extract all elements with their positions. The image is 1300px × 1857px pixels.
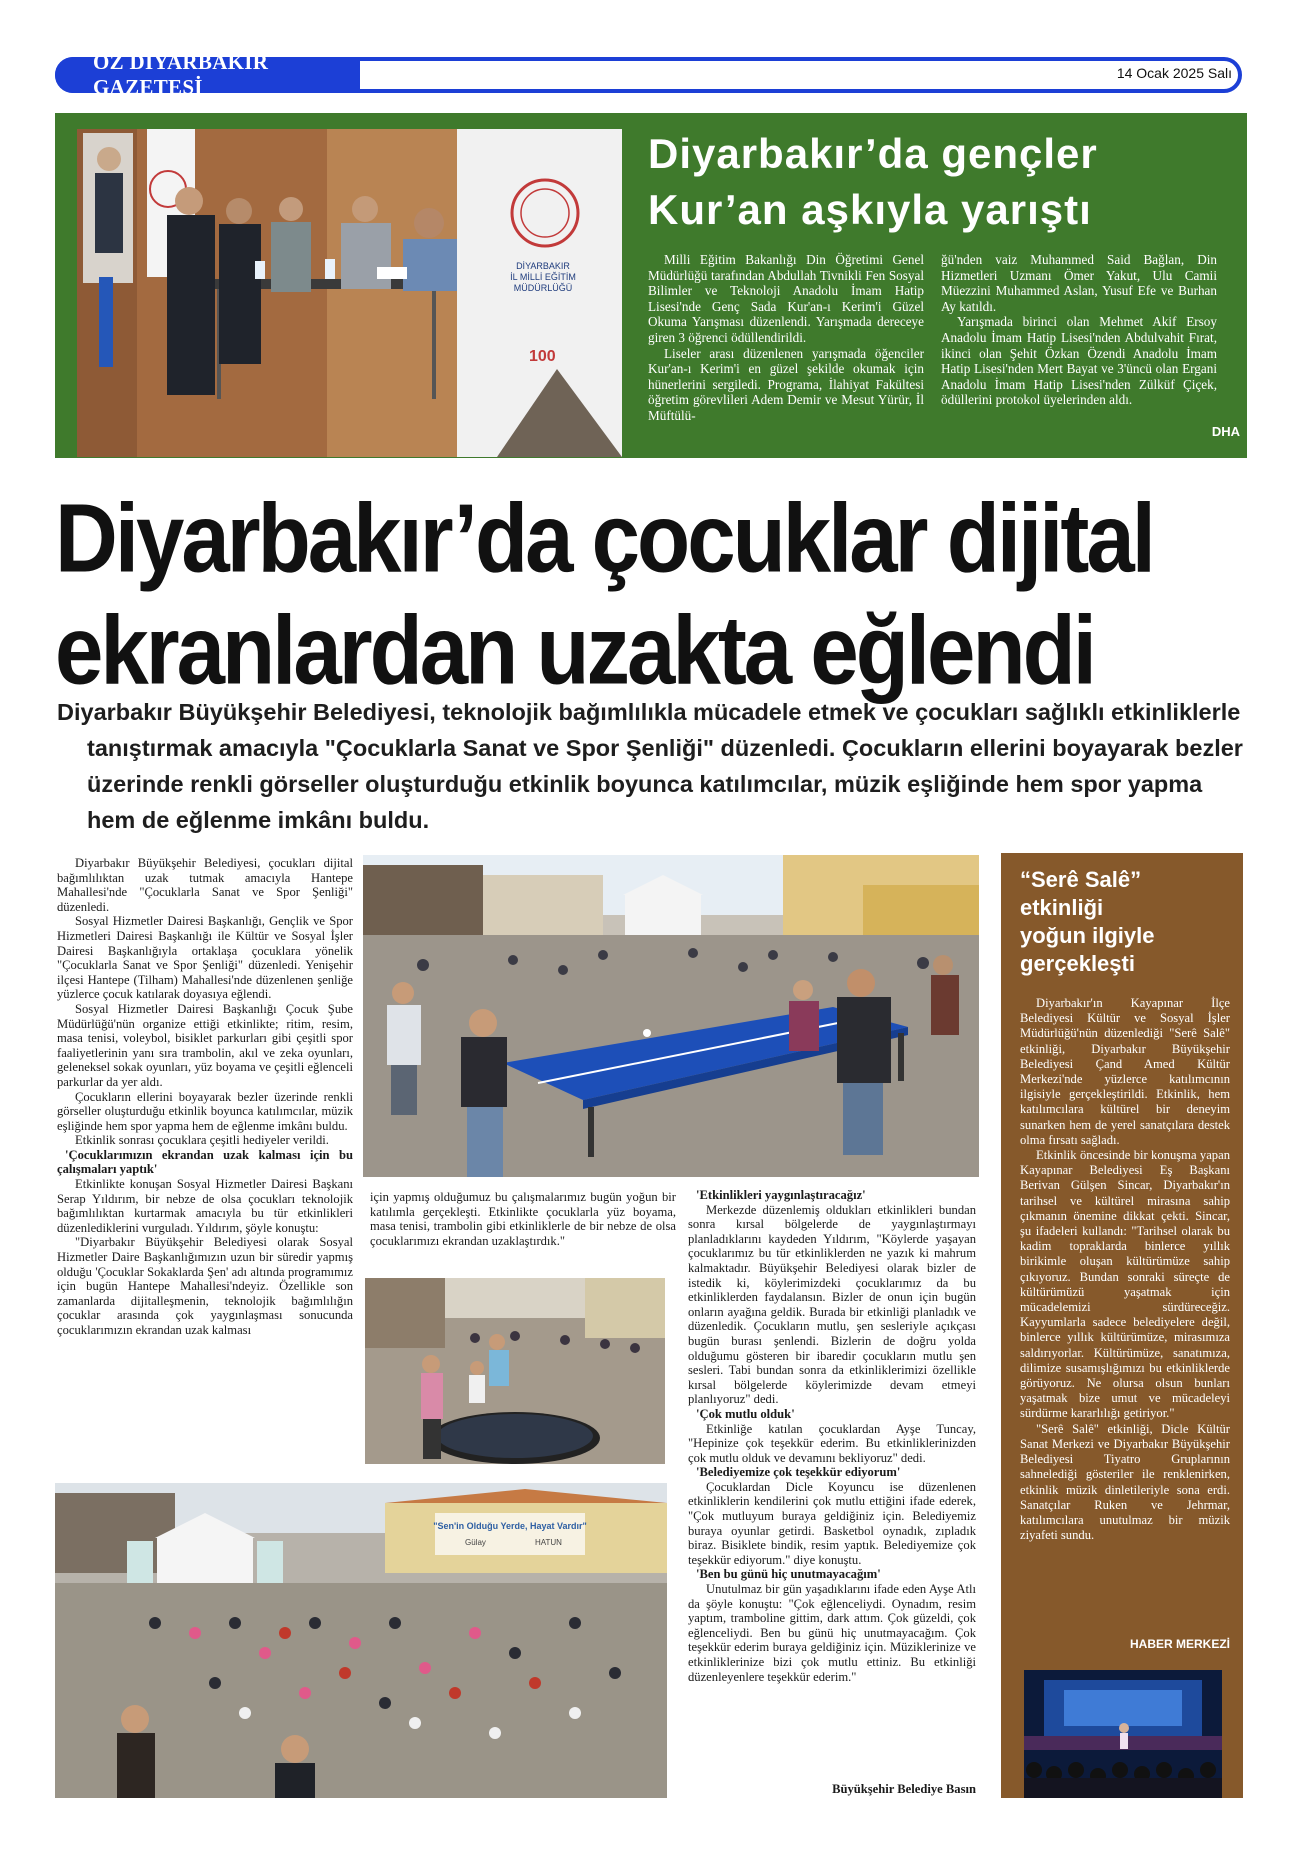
main-headline-line2: ekranlardan uzakta eğlendi <box>55 596 1094 705</box>
main-story-credit: Büyükşehir Belediye Basın <box>832 1782 976 1796</box>
paragraph: için yapmış olduğumuz bu çalışmalarımız bugün yoğun bir katılımla gerçekleşti. Etkinlikte çocuklarla yüz boyama, masa tenisi, trambolin gibi etkinliklerle de bir nebze de olsa çocuklarımızı ekrandan uzaklaştırdık." <box>370 1190 676 1248</box>
sidebar-title-line4: gerçekleşti <box>1020 951 1135 976</box>
sidebar-title-line1: “Serê Salê” <box>1020 867 1142 892</box>
sidebar-title-line3: yoğun ilgiyle <box>1020 923 1155 948</box>
paragraph: Etkinlikte konuşan Sosyal Hizmetler Dairesi Başkanı Serap Yıldırım, bir nebze de olsa çocukları teknolojik bağımlılıktan kurtarmak amacıyla bu tür etkinlikleri düzenlediklerini vurguladı. Yıldırım, şöyle konuştu: <box>57 1177 353 1235</box>
main-column-1 <box>57 856 353 1338</box>
newspaper-name: ÖZ DİYARBAKIR GAZETESİ <box>93 50 269 99</box>
issue-date: 14 Ocak 2025 Salı <box>1116 65 1232 81</box>
paragraph: "Diyarbakır Büyükşehir Belediyesi olarak Sosyal Hizmetler Daire Başkanlığımızın uzun bir süredir yapmış olduğu 'Çocuklar Sokaklarda Şen' adı altında programımız için bugün Hantepe Mahallesi'ndeyiz. Özellikle son zamanlarda dijitalleşmenin, teknolojik bağımlılığın çocuklar arasında çok yaygınlaşması sonucunda çocuklarımızın ekrandan uzak kalması <box>57 1235 353 1337</box>
banner-line3: HATUN <box>535 1538 562 1547</box>
top-story-column-1 <box>648 252 924 424</box>
subheading: 'Çocuklarımızın ekrandan uzak kalması için bu çalışmaları yaptık' <box>57 1147 353 1177</box>
subheading: 'Ben bu günü hiç unutmayacağım' <box>696 1567 881 1582</box>
subheading: 'Etkinlikleri yaygınlaştıracağız' <box>696 1188 866 1202</box>
stage-photo <box>1024 1670 1222 1798</box>
sign-line2: İL MİLLİ EĞİTİM <box>510 272 576 282</box>
main-column-3 <box>688 1188 976 1684</box>
sidebar-paragraph: Diyarbakır'ın Kayapınar İlçe Belediyesi Kültür ve Sosyal İşler Müdürlüğü'nün düzenlediği "Serê Salê" etkinliği, Diyarbakır Büyükşehir Belediyesi Çand Amed Kültür Merkezi'nde yüzlerce katılımcının ilgisiyle gerçekleştirildi. Etkinlik, hem katılımcılara kültürel bir deneyim sunarken hem de yerel sanatçılara destek olma fırsatı sağladı. <box>1020 996 1230 1147</box>
trampoline-image <box>365 1278 665 1464</box>
sign-line1: DİYARBAKIR <box>516 261 570 271</box>
sidebar-text <box>1020 996 1230 1543</box>
subheading: 'Belediyemize çok teşekkür ediyorum' <box>696 1465 901 1480</box>
paragraph: Sosyal Hizmetler Dairesi Başkanlığı Çocuk Şube Müdürlüğü'nün organize ettiği etkinlikte; ritim, resim, masa tenisi, voleybol, bisiklet parkurları gibi çeşitli spor faaliyetlerinin yanı sıra trambolin, akıl ve zeka oyunları, geleneksel sokak oyunları, yüz boyama ve çeşitli eğlenceli parkurlar da yer aldı. <box>57 1001 353 1089</box>
sign-line3: MÜDÜRLÜĞÜ <box>513 283 573 293</box>
top-title-line1: Diyarbakır’da gençler <box>648 130 1098 177</box>
sidebar-credit: HABER MERKEZİ <box>1129 1637 1230 1651</box>
main-column-2 <box>370 1190 676 1248</box>
main-headline <box>55 483 1255 707</box>
paragraph: Etkinlik sonrası çocuklara çeşitli hediyeler verildi. <box>75 1133 329 1148</box>
header-brand <box>55 50 360 99</box>
subheading: 'Çok mutlu olduk' <box>696 1406 795 1421</box>
top-paragraph: Milli Eğitim Bakanlığı Din Öğretimi Genel Müdürlüğü tarafından Abdullah Tivnikli Fen Sosyal Bilimler ve Teknoloji Anadolu İmam Hatip Lisesi'nde Genç Sada Kur'an-ı Kerim'i Güzel Okuma Yarışması düzenlendi. Yarışmada dereceye giren 3 öğrenci ödüllendirildi. <box>648 252 924 345</box>
main-headline-line1: Diyarbakır’da çocuklar dijital <box>55 484 1153 593</box>
sign-badge: 100 <box>529 348 556 365</box>
panel-discussion-image <box>77 129 622 457</box>
paragraph: Çocukların ellerini boyayarak bezler üzerinde renkli görseller oluşturduğu etkinlik boyunca katılımcılar, müzik eşliğinde hem spor yapma hem de eğlenme imkânı buldu. <box>57 1089 353 1133</box>
table-tennis-photo <box>363 855 979 1177</box>
top-story-photo <box>77 129 622 457</box>
stage-performance-image <box>1024 1670 1222 1798</box>
sidebar-paragraph: "Serê Salê" etkinliği, Dicle Kültür Sanat Merkezi ve Diyarbakır Büyükşehir Belediyesi Tiyatro Gruplarının sahnelediği gösteriler ile renklenirken, etkinlik müzik dinletileriyle sona erdi. Sanatçılar Ruken ve Jehrmar, katılımcılara unutulmaz bir müzik ziyafeti sundu. <box>1020 1421 1230 1543</box>
paragraph: Etkinliğe katılan çocuklardan Ayşe Tuncay, "Hepinize çok teşekkür ederim. Bu etkinliklerinizden çok mutlu olduk ve devamını bekliyoruz" dedi. <box>688 1421 976 1465</box>
paragraph: Diyarbakır Büyükşehir Belediyesi, çocukları dijital bağımlılıktan uzak tutmak amacıyla Hantepe Mahallesi'nde "Çocuklarla Sanat ve Spor Şenliği" düzenledi. <box>57 856 353 914</box>
top-title-line2: Kur’an aşkıyla yarıştı <box>648 186 1092 233</box>
table-tennis-image <box>363 855 979 1177</box>
top-paragraph: Yarışmada birinci olan Mehmet Akif Ersoy Anadolu İmam Hatip Lisesi'nden Abdulvahit Fırat, ikinci olan Şehit Özkan Özendi Anadolu İmam Hatip Lisesi'nden Mert Bayat ve 3'üncü olan Ergani Anadolu İmam Hatip Lisesi'nden Zülküf Çiçek, ödüllerini protokol üyelerinden aldı. <box>941 314 1217 408</box>
top-paragraph: Liseler arası düzenlenen yarışmada öğenciler Kur'an-ı Kerim'i en güzel şekilde okumak için hünerlerini sergiledi. Programa, İlahiyat Fakültesi öğretim görevlileri Adem Demir ve Mesut Yürür, İl Müftülü- <box>648 345 924 423</box>
paragraph: Merkezde düzenlemiş oldukları etkinlikleri bundan sonra kırsal bölgelerde de yaygınlaştırmayı planladıklarını kaydeden Yıldırım, "Köylerde yaşayan çocuklarımız bu tür etkinliklerden ne yazık ki mahrum kalmaktadır. Büyükşehir Belediyesi olarak bizler de istedik ki, köylerimizdeki çocuklarımız da bu etkinliklerden faydalansın. Bizler de onun için bugün onların ayağına geldik. Burada bir etkinliği planladık ve düzenledik. Çocukların mutlu, şen sesleriyle açıkçası bugün burası şenlendi. Bizlerin de doğru yolda olduğumu gösteren bir ibaredir çocukların mutlu şen sesleri. Tabi bundan sonra da etkinliklerimizi özellikle kırsal bölgelerde köylerimizde devam etmeyi planlıyoruz" dedi. <box>688 1202 976 1407</box>
banner-line1: "Sen'in Olduğu Yerde, Hayat Vardır" <box>433 1521 587 1531</box>
main-lead: Diyarbakır Büyükşehir Belediyesi, teknolojik bağımlılıkla mücadele etmek ve çocukları sağlıklı etkinliklerle tanıştırmak amacıyla "Çocuklarla Sanat ve Spor Şenliği" düzenledi. Çocukların ellerini boyayarak bezler üzerinde renkli görseller oluşturduğu etkinlik boyunca katılımcılar, müzik eşliğinde hem spor yapma hem de eğlenme imkânı buldu. <box>57 699 1243 833</box>
paragraph: Sosyal Hizmetler Dairesi Başkanlığı, Gençlik ve Spor Hizmetleri Dairesi Başkanlığı ile Kültür ve Sosyal İşler Dairesi Başkanlığıyla ortaklaşa çocuklara yönelik "Çocuklarla Sanat ve Spor Şenliği" düzenledi. Yenişehir ilçesi Hantepe (Tilham) Mahallesi'nde düzenlenen şenliğe yüzlerce çocuk katılarak doyasıya eğlendi. <box>57 914 353 1002</box>
top-story-column-2 <box>941 252 1217 408</box>
top-paragraph: ğü'nden vaiz Muhammed Said Bağlan, Din Hizmetleri Uzmanı Ömer Yakut, Ulu Camii Müezzini Muhammed Aslan, Yusuf Efe ve Burhan Ay katıldı. <box>941 252 1217 314</box>
paragraph: Unutulmaz bir gün yaşadıklarını ifade eden Ayşe Atlı da şöyle konuştu: "Çok eğlenceliydi. Oynadım, resim yaptım, tramboline gittim, dark attım. Çok güzeldi, çok eğlenceliydi. Ben bu günü hiç unutmayacağım. Çok teşekkür ederim buraya geldiğiniz için. Müziklerinize ve etkinliklerinize bizi çok mutlu ettiniz. Bu etkinliği düzenleyenlere teşekkür ederim." <box>688 1582 976 1684</box>
sidebar-title-line2: etkinliği <box>1020 895 1104 920</box>
paragraph: Çocuklardan Dicle Koyuncu ise düzenlenen etkinliklerin kendilerini çok mutlu ettiğini ifade ederek, "Çok mutluyum buraya geldiğiniz için. Belediyemiz buraya oyunlar getirdi. Basketbol oynadık, zıpladık biraz. Bisiklete bindik, resim yaptık. Belediyemize çok teşekkür ediyorum." diye konuştu. <box>688 1479 976 1567</box>
crowd-image <box>55 1483 667 1798</box>
banner-line2: Gülay <box>465 1538 486 1547</box>
sidebar-title <box>1020 866 1235 978</box>
top-story-credit: DHA <box>1211 424 1240 439</box>
crowd-photo <box>55 1483 667 1798</box>
top-story-title <box>648 126 1238 238</box>
sidebar-paragraph: Etkinlik öncesinde bir konuşma yapan Kayapınar Belediyesi Eş Başkanı Berivan Gülşen Sincar, Diyarbakır'ın tarihsel ve kültürel mirasına sahip çıkmanın önemine dikkat çekti. Sincar, şu ifadeleri kullandı: "Tarihsel olarak bu kadim topraklarda binlerce yıllık birikimle oluşan kültürümüze sahip çıkıyoruz. Bundan sonraki süreçte de kültürümüzü yaşatmak için mücadelemizi sürdüreceğiz. Kayyumlarla sadece belediyelere değil, binlerce yıllık kültürümüze, mirasımıza saldırıyorlar. Kültürümüze, sanatımıza, dilimize susamışlığımızı bu etkinliklerde görüyoruz. Ne olursa olsun bunları yaşatmak bize umut ve mücadeleyi sürdürme kararlılığı getiriyor." <box>1020 1148 1230 1421</box>
trampoline-photo <box>365 1278 665 1464</box>
